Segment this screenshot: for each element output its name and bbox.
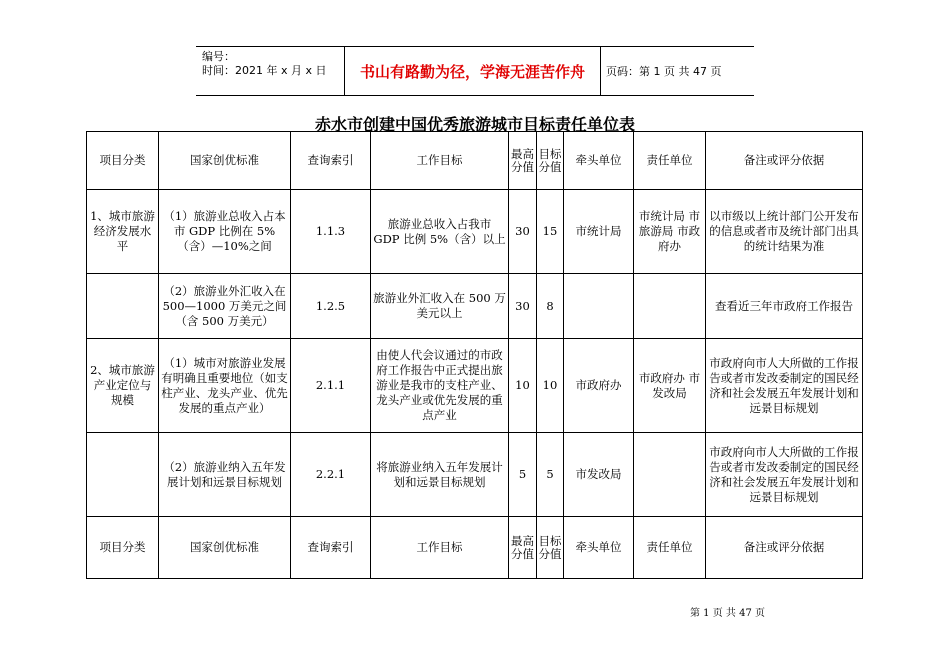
header-cell-category: 项目分类 xyxy=(87,132,159,190)
cell-index: 2.2.1 xyxy=(291,433,371,517)
table-row xyxy=(87,339,863,433)
cell-lead-unit: 市政府办 xyxy=(564,339,634,433)
cell-resp-unit: 市统计局 市旅游局 市政府办 xyxy=(634,190,706,274)
cell-notes: 查看近三年市政府工作报告 xyxy=(706,274,863,339)
cell-max-score: 30 xyxy=(509,190,537,274)
document-header xyxy=(196,46,754,96)
header-cell-index: 查询索引 xyxy=(291,132,371,190)
header-cell-goal: 工作目标 xyxy=(371,517,509,579)
cell-target-score: 15 xyxy=(537,190,564,274)
cell-notes: 市政府向市人大所做的工作报告或者市发改委制定的国民经济和社会发展五年发展计划和远景目标规划 xyxy=(706,433,863,517)
cell-goal: 由使人代会议通过的市政府工作报告中正式提出旅游业是我市的支柱产业、龙头产业或优先发展的重点产业 xyxy=(371,339,509,433)
header-cell-standard: 国家创优标准 xyxy=(159,517,291,579)
cell-category: 1、城市旅游经济发展水平 xyxy=(87,190,159,274)
cell-lead-unit xyxy=(564,274,634,339)
header-page-info: 页码：第 1 页 共 47 页 xyxy=(606,65,722,78)
cell-target-score: 5 xyxy=(537,433,564,517)
cell-index: 1.2.5 xyxy=(291,274,371,339)
cell-max-score: 5 xyxy=(509,433,537,517)
cell-target-score: 10 xyxy=(537,339,564,433)
responsibility-table xyxy=(86,131,863,579)
cell-lead-unit: 市发改局 xyxy=(564,433,634,517)
header-cell-lead-unit: 牵头单位 xyxy=(564,517,634,579)
cell-resp-unit xyxy=(634,274,706,339)
cell-category: 2、城市旅游产业定位与规模 xyxy=(87,339,159,433)
header-cell-standard: 国家创优标准 xyxy=(159,132,291,190)
cell-goal: 旅游业外汇收入在 500 万美元以上 xyxy=(371,274,509,339)
cell-notes: 以市级以上统计部门公开发布的信息或者市及统计部门出具的统计结果为准 xyxy=(706,190,863,274)
cell-standard: （2）旅游业纳入五年发展计划和远景目标规划 xyxy=(159,433,291,517)
table-header-row xyxy=(87,132,863,190)
header-cell-target-score: 目标分值 xyxy=(537,132,564,190)
header-cell-notes: 备注或评分依据 xyxy=(706,517,863,579)
cell-index: 1.1.3 xyxy=(291,190,371,274)
page-footer: 第 1 页 共 47 页 xyxy=(690,608,765,619)
header-cell-notes: 备注或评分依据 xyxy=(706,132,863,190)
cell-goal: 旅游业总收入占我市 GDP 比例 5%（含）以上 xyxy=(371,190,509,274)
cell-max-score: 10 xyxy=(509,339,537,433)
cell-goal: 将旅游业纳入五年发展计划和远景目标规划 xyxy=(371,433,509,517)
table-row xyxy=(87,433,863,517)
cell-category xyxy=(87,433,159,517)
cell-notes: 市政府向市人大所做的工作报告或者市发改委制定的国民经济和社会发展五年发展计划和远景目标规划 xyxy=(706,339,863,433)
cell-index: 2.1.1 xyxy=(291,339,371,433)
header-motto: 书山有路勤为径，学海无涯苦作舟 xyxy=(344,47,601,95)
document-title: 赤水市创建中国优秀旅游城市目标责任单位表 xyxy=(314,115,635,134)
cell-max-score: 30 xyxy=(509,274,537,339)
number-label: 编号： xyxy=(202,50,235,63)
cell-resp-unit: 市政府办 市发改局 xyxy=(634,339,706,433)
cell-standard: （1）城市对旅游业发展有明确且重要地位（如支柱产业、龙头产业、优先发展的重点产业） xyxy=(159,339,291,433)
header-cell-resp-unit: 责任单位 xyxy=(634,132,706,190)
cell-category xyxy=(87,274,159,339)
time-label: 时间：2021 年 x 月 x 日 xyxy=(202,64,327,77)
header-cell-target-score: 目标分值 xyxy=(537,517,564,579)
header-cell-category: 项目分类 xyxy=(87,517,159,579)
header-meta xyxy=(202,50,342,78)
header-cell-max-score: 最高分值 xyxy=(509,517,537,579)
cell-lead-unit: 市统计局 xyxy=(564,190,634,274)
cell-standard: （1）旅游业总收入占本市 GDP 比例在 5%（含）—10%之间 xyxy=(159,190,291,274)
table-row xyxy=(87,274,863,339)
table-row xyxy=(87,190,863,274)
header-cell-lead-unit: 牵头单位 xyxy=(564,132,634,190)
header-cell-max-score: 最高分值 xyxy=(509,132,537,190)
table-header-row-repeat xyxy=(87,517,863,579)
header-cell-goal: 工作目标 xyxy=(371,132,509,190)
cell-resp-unit xyxy=(634,433,706,517)
header-cell-index: 查询索引 xyxy=(291,517,371,579)
header-cell-resp-unit: 责任单位 xyxy=(634,517,706,579)
cell-standard: （2）旅游业外汇收入在 500—1000 万美元之间（含 500 万美元） xyxy=(159,274,291,339)
cell-target-score: 8 xyxy=(537,274,564,339)
